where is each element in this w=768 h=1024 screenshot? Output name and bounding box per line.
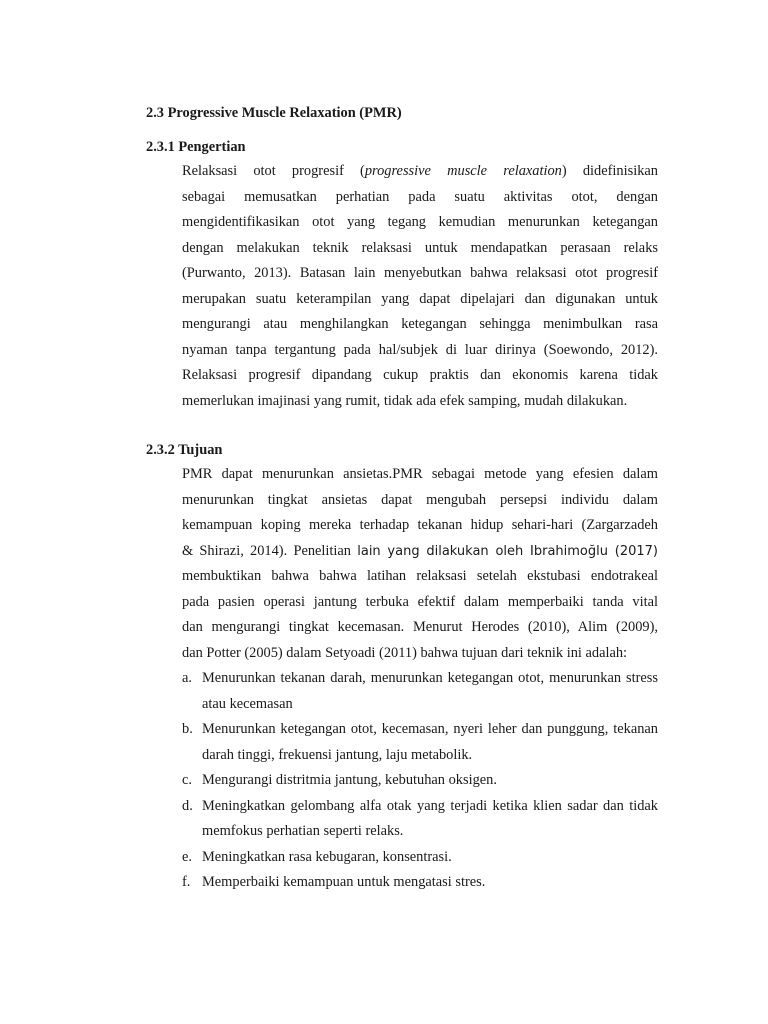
paragraph-line: nyaman tanpa tergantung pada hal/subjek di luar dirinya (Soewondo, 2012). bbox=[182, 341, 658, 358]
list-item-text: Meningkatkan gelombang alfa otak yang terjadi ketika klien sadar dan tidak memfokus perhatian seperti relaks. bbox=[202, 797, 658, 839]
subsection-heading-tujuan: 2.3.2 Tujuan bbox=[146, 442, 223, 458]
list-item bbox=[182, 666, 658, 717]
list-marker: a. bbox=[182, 670, 192, 686]
paragraph-line: (Purwanto, 2013). Batasan lain menyebutkan bahwa relaksasi otot progresif bbox=[182, 265, 658, 281]
paragraph-line: memerlukan imajinasi yang rumit, tidak ada efek samping, mudah dilakukan. bbox=[182, 392, 628, 409]
paragraph-line: membuktikan bahwa bahwa latihan relaksasi setelah ekstubasi endotrakeal bbox=[182, 568, 658, 584]
list-marker: c. bbox=[182, 772, 192, 788]
section-title: 2.3 Progressive Muscle Relaxation (PMR) bbox=[146, 105, 402, 121]
list-marker: b. bbox=[182, 721, 193, 737]
paragraph-line: Relaksasi progresif dipandang cukup praktis dan ekonomis karena tidak bbox=[182, 367, 658, 383]
list-item bbox=[182, 845, 658, 871]
subsection-heading-pengertian: 2.3.1 Pengertian bbox=[146, 139, 246, 155]
list-item bbox=[182, 768, 658, 794]
paragraph-line: merupakan suatu keterampilan yang dapat dipelajari dan digunakan untuk bbox=[182, 290, 658, 307]
list-item-text: Menurunkan tekanan darah, menurunkan ketegangan otot, menurunkan stress atau kecemasan bbox=[202, 670, 658, 712]
paragraph-line: PMR dapat menurunkan ansietas.PMR sebagai metode yang efesien dalam bbox=[182, 466, 658, 482]
list-item-text: Menurunkan ketegangan otot, kecemasan, nyeri leher dan punggung, tekanan darah tinggi, frekuensi jantung, laju metabolik. bbox=[202, 721, 658, 763]
tujuan-list bbox=[182, 666, 658, 896]
paragraph-line: kemampuan koping mereka terhadap tekanan hidup sehari-hari (Zargarzadeh bbox=[182, 517, 658, 533]
paragraph-pengertian bbox=[182, 159, 658, 414]
paragraph-line: menurunkan tingkat ansietas dapat mengubah persepsi individu dalam bbox=[182, 491, 658, 508]
paragraph-line: pada pasien operasi jantung terbuka efektif dalam memperbaiki tanda vital bbox=[182, 593, 658, 610]
paragraph-line: Relaksasi otot progresif (progressive muscle relaxation) didefinisikan bbox=[182, 163, 658, 179]
sans-text-run: lain yang dilakukan oleh Ibrahimoğlu (2017) bbox=[357, 543, 658, 559]
paragraph-line: mengidentifikasikan otot yang tegang kemudian menurunkan ketegangan bbox=[182, 214, 658, 230]
paragraph-line: dan Potter (2005) dalam Setyoadi (2011) bahwa tujuan dari teknik ini adalah: bbox=[182, 644, 628, 661]
paragraph-line: dengan melakukan teknik relaksasi untuk mendapatkan perasaan relaks bbox=[182, 239, 658, 256]
list-marker: e. bbox=[182, 848, 192, 865]
list-item-text: Meningkatkan rasa kebugaran, konsentrasi. bbox=[202, 848, 452, 865]
italic-term: progressive muscle relaxation bbox=[364, 163, 562, 179]
list-marker: f. bbox=[182, 874, 191, 890]
list-item bbox=[182, 794, 658, 845]
list-item-text: Mengurangi distritmia jantung, kebutuhan oksigen. bbox=[202, 772, 497, 788]
list-item bbox=[182, 870, 658, 896]
list-item-text: Memperbaiki kemampuan untuk mengatasi stres. bbox=[202, 874, 486, 890]
list-marker: d. bbox=[182, 797, 193, 814]
paragraph-tujuan bbox=[182, 462, 658, 666]
list-item bbox=[182, 717, 658, 768]
paragraph-line: mengurangi atau menghilangkan ketegangan sehingga menimbulkan rasa bbox=[182, 316, 658, 332]
paragraph-line: sebagai memusatkan perhatian pada suatu aktivitas otot, dengan bbox=[182, 188, 658, 205]
paragraph-line: & Shirazi, 2014). Penelitian lain yang dilakukan oleh Ibrahimoğlu (2017) bbox=[182, 542, 658, 559]
paragraph-line: dan mengurangi tingkat kecemasan. Menurut Herodes (2010), Alim (2009), bbox=[182, 619, 658, 635]
